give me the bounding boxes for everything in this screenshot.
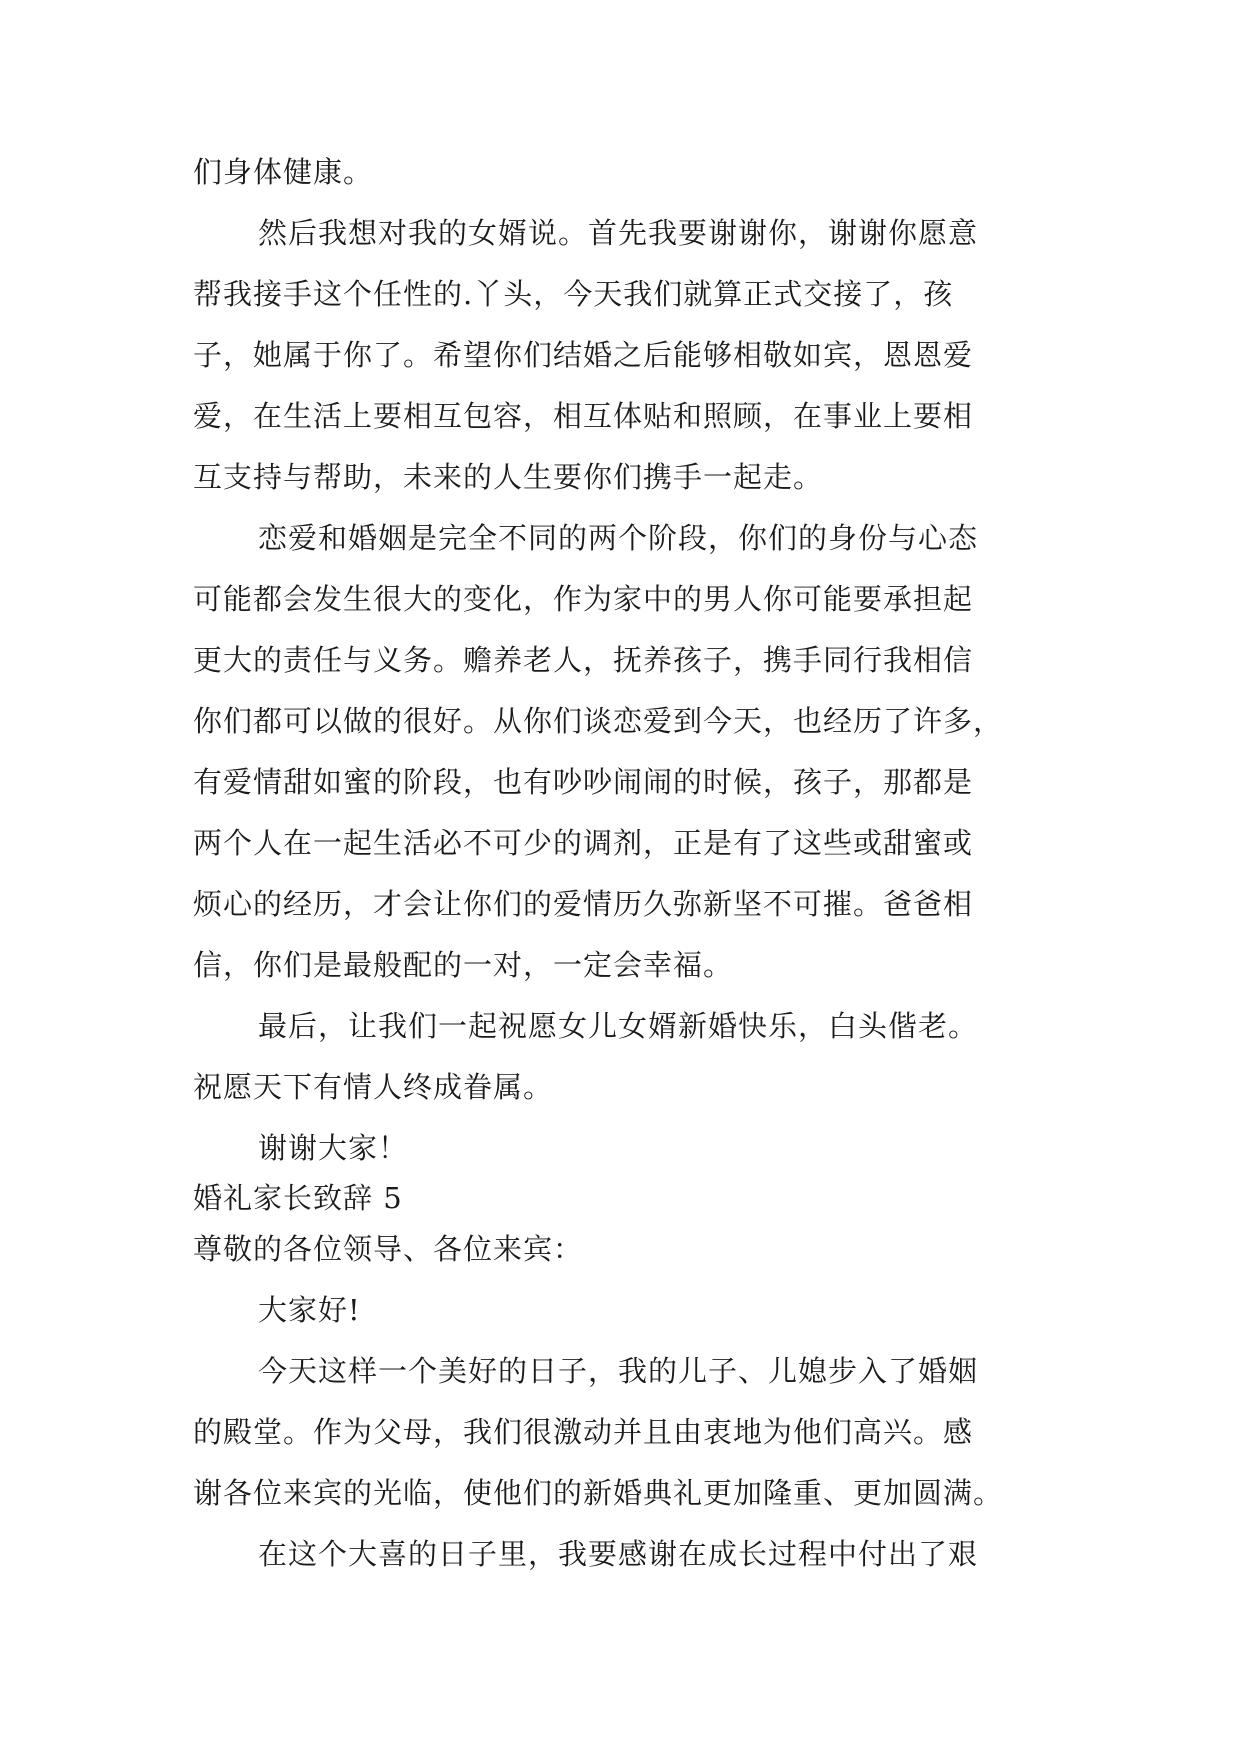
paragraph-line: 爱，在生活上要相互包容，相互体贴和照顾，在事业上要相 [193, 399, 974, 433]
paragraph-line: 两个人在一起生活必不可少的调剂，正是有了这些或甜蜜或 [193, 826, 974, 860]
paragraph-line: 信，你们是最般配的一对，一定会幸福。 [193, 948, 734, 982]
paragraph-line: 们身体健康。 [193, 155, 374, 189]
paragraph-line: 的殿堂。作为父母，我们很激动并且由衷地为他们高兴。感 [193, 1415, 974, 1449]
paragraph-line: 可能都会发生很大的变化，作为家中的男人你可能要承担起 [193, 582, 974, 616]
paragraph-line: 恋爱和婚姻是完全不同的两个阶段，你们的身份与心态 [258, 521, 979, 555]
salutation-line: 尊敬的各位领导、各位来宾： [193, 1232, 584, 1266]
paragraph-line: 更大的责任与义务。赡养老人，抚养孩子，携手同行我相信 [193, 643, 974, 677]
paragraph-line: 谢各位来宾的光临，使他们的新婚典礼更加隆重、更加圆满。 [193, 1476, 1004, 1510]
paragraph-line: 子，她属于你了。希望你们结婚之后能够相敬如宾，恩恩爱 [193, 338, 974, 372]
paragraph-line: 在这个大喜的日子里，我要感谢在成长过程中付出了艰 [258, 1537, 979, 1571]
paragraph-line: 帮我接手这个任性的.丫头，今天我们就算正式交接了，孩 [193, 277, 954, 311]
greeting-line: 大家好! [258, 1293, 361, 1327]
section-heading: 婚礼家长致辞 5 [193, 1181, 403, 1215]
paragraph-line: 然后我想对我的女婿说。首先我要谢谢你，谢谢你愿意 [258, 216, 979, 250]
paragraph-line: 今天这样一个美好的日子，我的儿子、儿媳步入了婚姻 [258, 1354, 979, 1388]
paragraph-line: 烦心的经历，才会让你们的爱情历久弥新坚不可摧。爸爸相 [193, 887, 974, 921]
paragraph-line: 有爱情甜如蜜的阶段，也有吵吵闹闹的时候，孩子，那都是 [193, 765, 974, 799]
paragraph-line: 谢谢大家！ [258, 1131, 409, 1165]
paragraph-line: 祝愿天下有情人终成眷属。 [193, 1070, 554, 1104]
paragraph-line: 最后，让我们一起祝愿女儿女婿新婚快乐，白头偕老。 [258, 1009, 979, 1043]
paragraph-line: 你们都可以做的很好。从你们谈恋爱到今天，也经历了许多， [193, 704, 1004, 738]
paragraph-line: 互支持与帮助，未来的人生要你们携手一起走。 [193, 460, 824, 494]
